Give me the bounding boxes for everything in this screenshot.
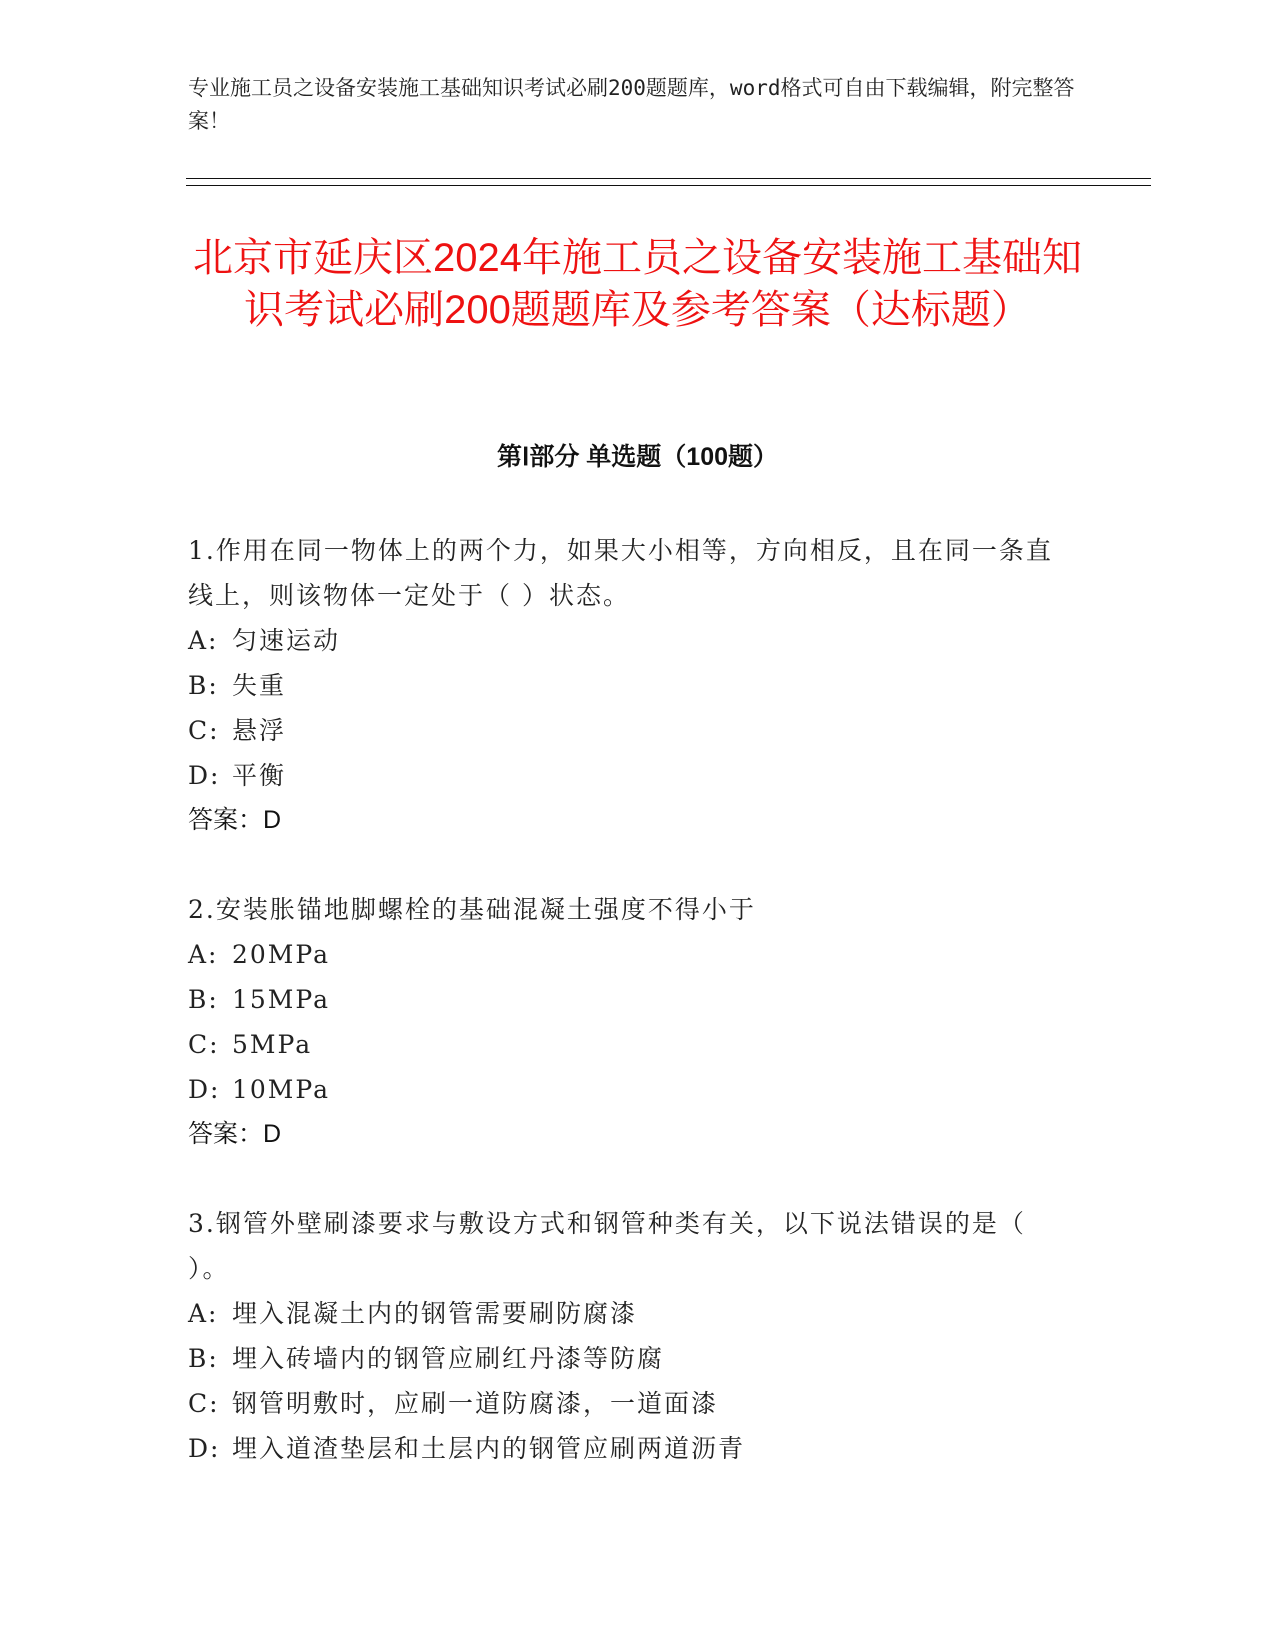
option-letter: A:: [188, 1299, 219, 1328]
option-d: [188, 753, 1068, 798]
option-c: [188, 1022, 1068, 1067]
option-text: 悬浮: [232, 716, 287, 745]
option-letter: C:: [188, 716, 220, 745]
option-c: [188, 1381, 1068, 1426]
option-text: 失重: [232, 671, 287, 700]
option-letter: A:: [188, 626, 219, 655]
question-3: [188, 1201, 1068, 1471]
option-b: [188, 663, 1068, 708]
document-title: 北京市延庆区2024年施工员之设备安装施工基础知识考试必刷200题题库及参考答案（达标题）: [193, 236, 1082, 332]
option-text: 埋入道渣垫层和土层内的钢管应刷两道沥青: [232, 1434, 746, 1463]
option-a: [188, 618, 1068, 663]
option-letter: D:: [188, 1434, 221, 1463]
option-text: 5MPa: [232, 1030, 313, 1059]
question-stem: 1.作用在同一物体上的两个力，如果大小相等，方向相反，且在同一条直线上，则该物体一定处于（ ）状态。: [188, 536, 1053, 610]
section-heading: 第Ⅰ部分 单选题（100题）: [496, 443, 779, 471]
option-letter: B:: [188, 671, 219, 700]
option-letter: C:: [188, 1389, 220, 1418]
option-text: 埋入砖墙内的钢管应刷红丹漆等防腐: [232, 1344, 665, 1373]
option-b: [188, 1336, 1068, 1381]
question-list: [188, 528, 1068, 1515]
option-a: [188, 932, 1068, 977]
option-text: 平衡: [232, 761, 287, 790]
option-a: [188, 1291, 1068, 1336]
option-letter: D:: [188, 761, 221, 790]
answer-line: 答案：D: [188, 806, 282, 834]
option-b: [188, 977, 1068, 1022]
option-d: [188, 1426, 1068, 1471]
option-text: 20MPa: [232, 940, 331, 969]
option-letter: B:: [188, 1344, 219, 1373]
option-c: [188, 708, 1068, 753]
option-text: 15MPa: [232, 985, 331, 1014]
option-text: 10MPa: [232, 1075, 331, 1104]
question-1: [188, 528, 1068, 843]
option-text: 钢管明敷时，应刷一道防腐漆，一道面漆: [232, 1389, 719, 1418]
question-2: [188, 887, 1068, 1157]
option-d: [188, 1067, 1068, 1112]
question-stem: 3.钢管外壁刷漆要求与敷设方式和钢管种类有关，以下说法错误的是（ ）。: [188, 1209, 1026, 1283]
option-text: 匀速运动: [232, 626, 341, 655]
header-divider: [186, 178, 1151, 186]
question-stem: 2.安装胀锚地脚螺栓的基础混凝土强度不得小于: [188, 895, 756, 924]
option-letter: B:: [188, 985, 219, 1014]
answer-line: 答案：D: [188, 1120, 282, 1148]
option-letter: C:: [188, 1030, 220, 1059]
option-text: 埋入混凝土内的钢管需要刷防腐漆: [232, 1299, 638, 1328]
option-letter: D:: [188, 1075, 221, 1104]
option-letter: A:: [188, 940, 219, 969]
header-note: 专业施工员之设备安装施工基础知识考试必刷200题题库，word格式可自由下载编辑，附完整答案！: [188, 76, 1075, 133]
